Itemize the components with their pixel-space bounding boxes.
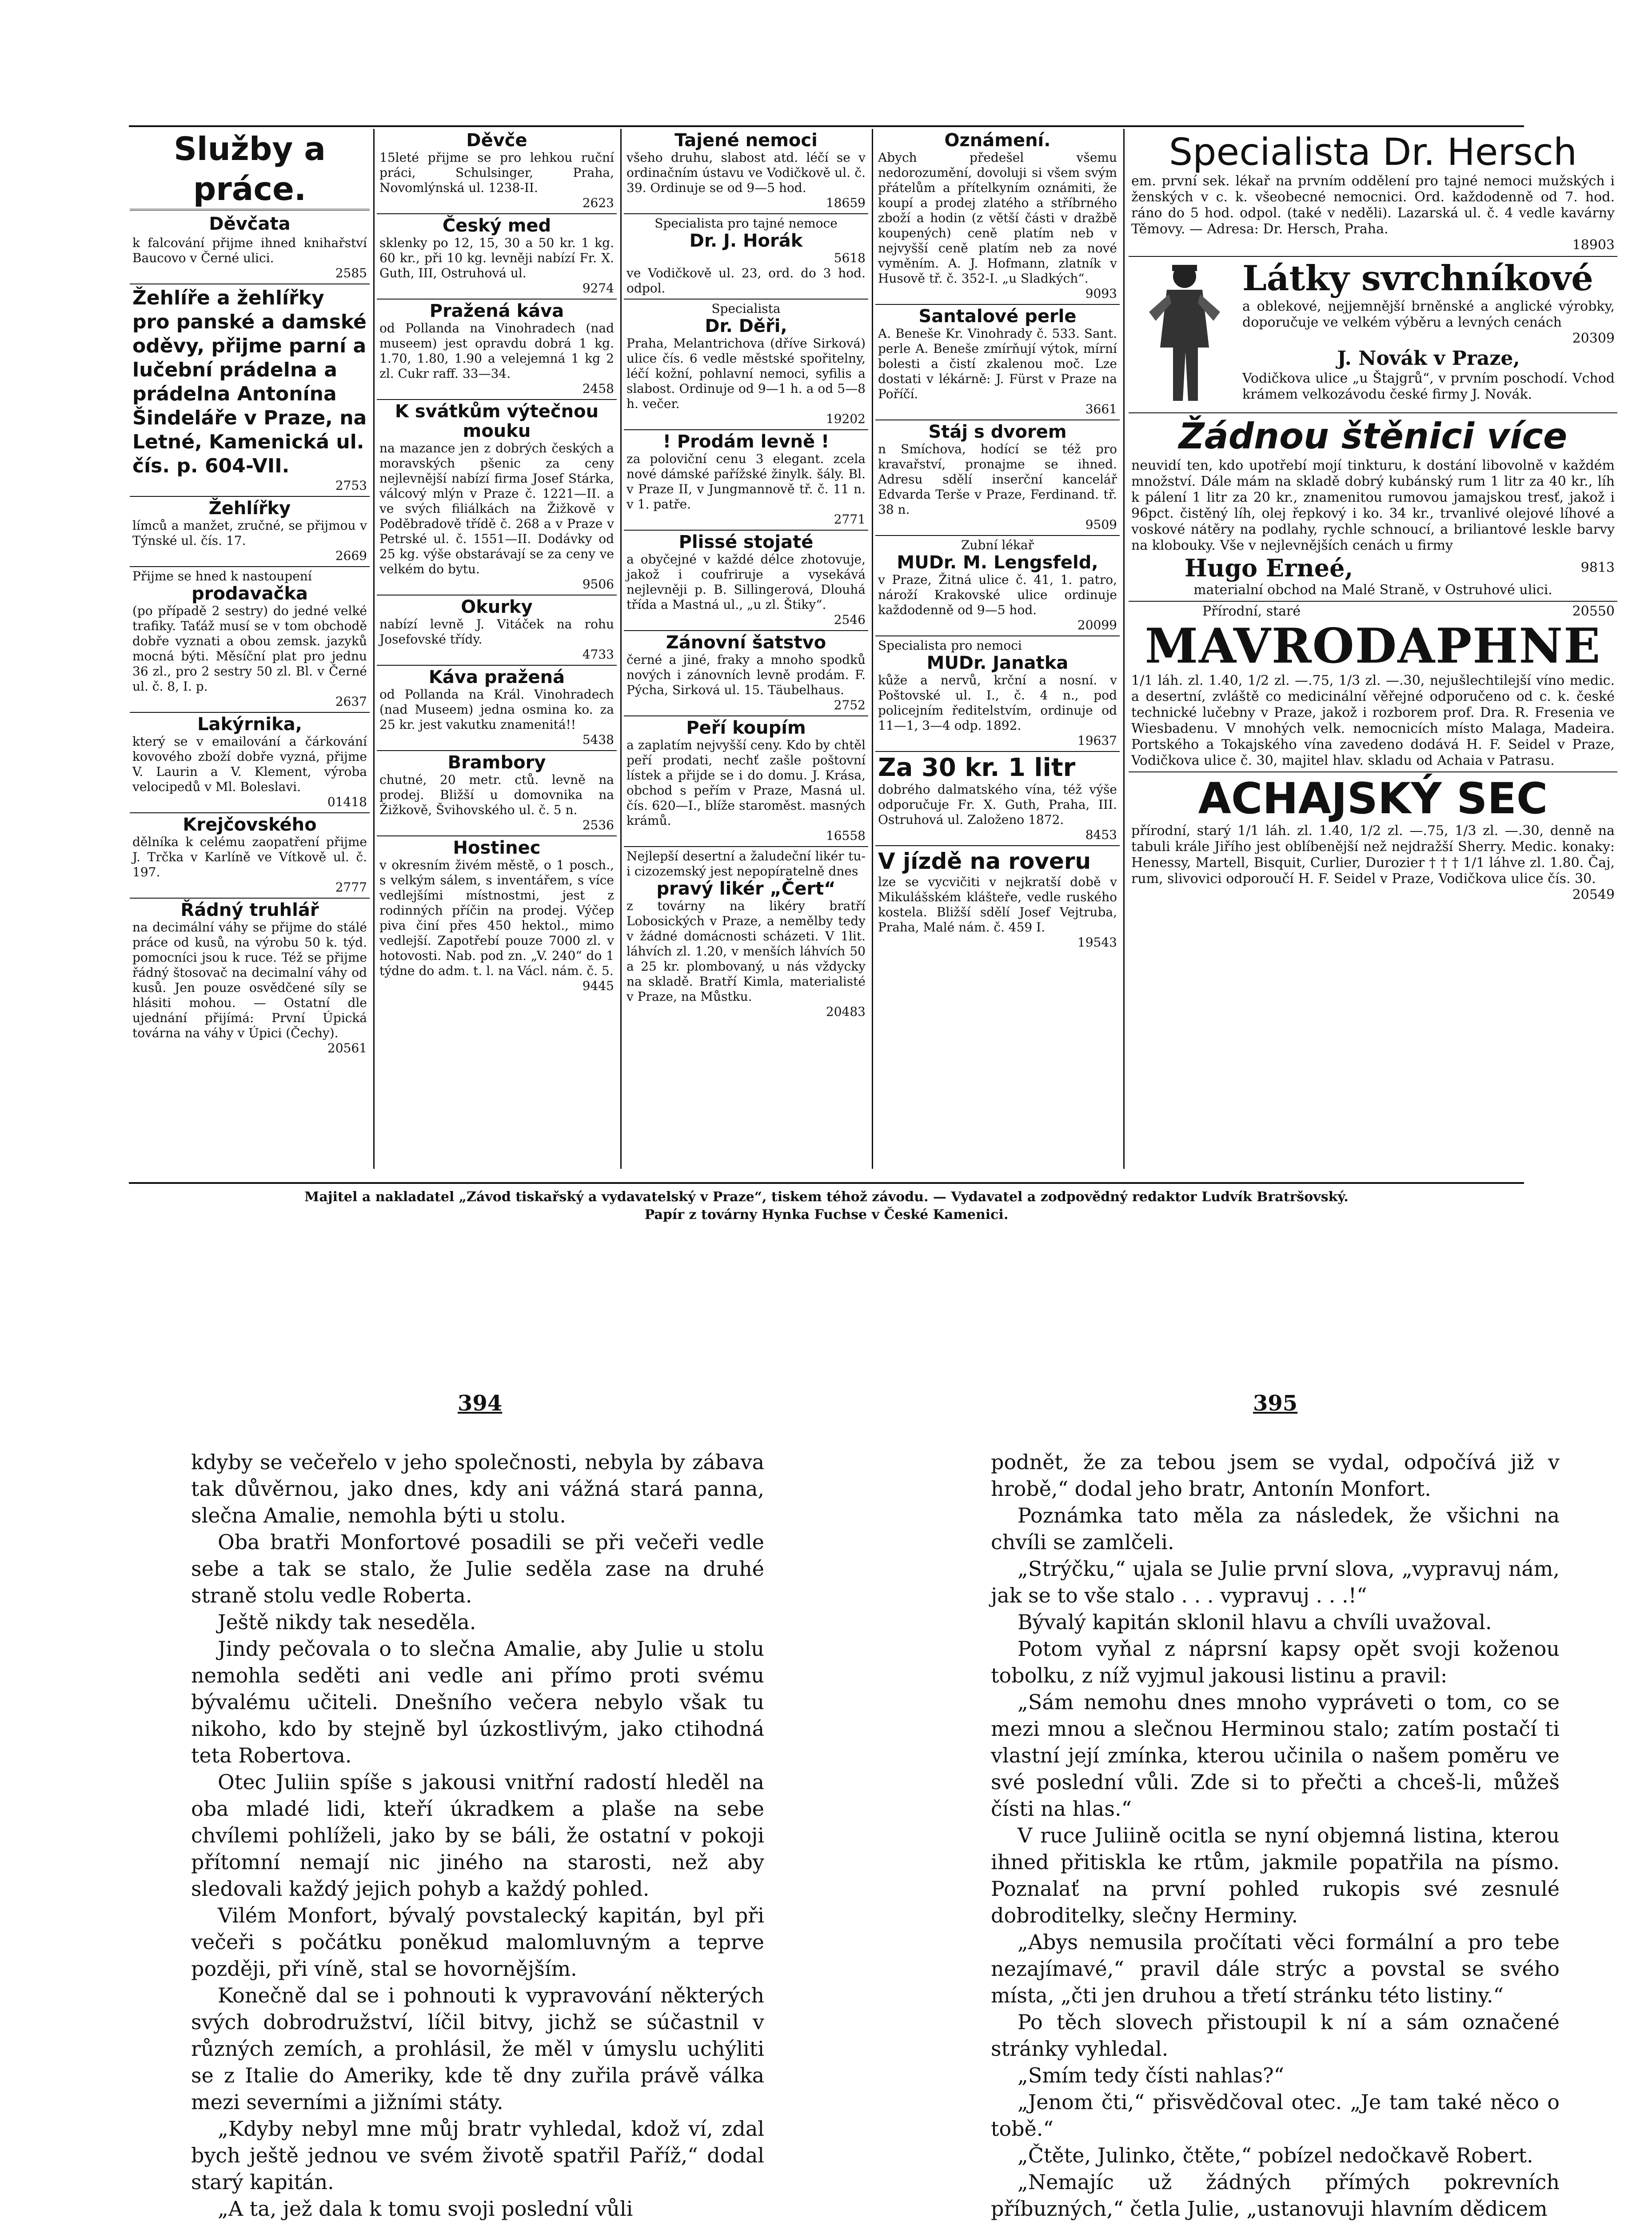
ad-text: ve Vodičkově ul. 23, ord. do 3 hod. odpol. xyxy=(626,266,866,296)
paragraph: „Strýčku,“ ujala se Julie první slova, „vypravuj nám, jak se to vše stalo . . . vypravuj . . .!“ xyxy=(991,1557,1560,1607)
paragraph: „Kdyby nebyl mne můj bratr vyhledal, kdož ví, zdal bych ještě jednou ve svém životě spatřil Paříž,“ dodal starý kapitán. xyxy=(191,2117,764,2194)
ad-text: materialní obchod na Malé Straně, v Ostruhové ulici. xyxy=(1193,582,1552,598)
ad-text: em. první sek. lékař na prvním oddělení pro tajné nemoci mužských i ženských v c. k. všeobecné nemocnici. Ord. každodenně od 7. hod. ráno do 5 hod. odpol. (také v neděli). Lazarská ul. č. 4 vedle kavárny Těmovy. — Adresa: Dr. Hersch, Praha. xyxy=(1131,173,1615,237)
ad-column-2 xyxy=(377,129,617,1169)
ad-text: na decimální váhy se přijme do stálé práce od kusů, na výrobu 50 k. týd. pomocníci jsou k ruce. Též se přijme řádný štosovač na decimalní váhy od kusů. Jen pouze osvědčené síly se hlásiti mohou. — Ostatní dle ujednání přijímá: První Úpická továrna na váhy v Úpici (Čechy). xyxy=(132,920,367,1040)
ad-title: prodavačka xyxy=(192,583,308,604)
ad-number: 18659 xyxy=(826,196,866,210)
ad-title: Hostinec xyxy=(453,838,541,858)
ad-headline: Látky svrchníkové xyxy=(1242,258,1593,299)
column-rule xyxy=(872,129,873,1169)
paragraph: „Smím tedy čísti nahlas?“ xyxy=(1018,2063,1285,2087)
novel-page-left xyxy=(191,1449,764,2222)
ad-number: 2536 xyxy=(582,818,614,832)
ad-text: Vodičkova ulice „u Štajgrů“, v prvním poschodí. Vchod krámem velkozávodu české firmy J. Novák. xyxy=(1242,371,1615,402)
page-number-right: 395 xyxy=(1253,1391,1298,1416)
ad-number: 19202 xyxy=(826,412,866,426)
ad xyxy=(377,836,617,996)
ad-text: Specialista xyxy=(711,301,781,316)
ad-headline: Žehlíře a žehlířky pro panské a damské oděvy, přijme parní a lučební prádelna a prádelna Antonína Šindeláře v Praze, na Letné, Kamenická ul. čís. p. 604-VII. xyxy=(132,287,367,477)
column-rule xyxy=(373,129,375,1169)
ad xyxy=(875,129,1120,305)
ad-title: Krejčovského xyxy=(183,815,317,835)
ad xyxy=(624,300,868,430)
ad xyxy=(130,567,370,713)
ad-text: na mazance jen z dobrých českých a moravských pšenic za ceny nejlevnější nabízí firma Josef Stárka, válcový mlýn v Praze č. 1221—II. a ve svých filiálkách na Žižkově v Poděbradově třídě č. 268 a v Praze v Petrské ul. č. 1551—II. Dodávky od 25 kg. výše obstarávají se za ceny ve velkém do bytu. xyxy=(379,441,614,576)
ad-text: 1/1 láh. zl. 1.40, 1/2 zl. —.75, 1/3 zl. —.30, nejušlechtilejší víno medic. a desertní, zvláště co medicinální věřejné odporučeno od c. k. české technické lučebny v Praze, jakož i rozborem prof. Dra. R. Fresenia ve Wiesbadenu. V mnohých velk. nemocnicích místo Malaga, Madeira. Portského a Tokajského vína zavedeno dodává H. F. Seidel v Praze, Vodičkova ulice č. 30, majitel hlav. skladu od Achaia v Patrasu. xyxy=(1131,673,1615,768)
ad xyxy=(624,716,868,847)
paragraph: Jindy pečovala o to slečna Amalie, aby Julie u stolu nemohla seděti ani vedle ani přímo proti svému bývalému učiteli. Dnešního večera nebylo však tu nikoho, kdo by stejně byl úzkostlivým, jako ctihodná teta Robertova. xyxy=(191,1637,764,1767)
ad-text: kůže a nervů, krční a nosní. v Poštovské ul. I., č. 4 n., pod policejním ředitelstvím, ordinuje od 11—1, 3—4 odp. 1892. xyxy=(878,673,1117,733)
ad-text: nabízí levně J. Vitáček na rohu Josefovské třídy. xyxy=(379,617,614,647)
paragraph: Oba bratři Monfortové posadili se při večeři vedle sebe a tak se stalo, že Julie seděla zase na druhé straně stolu vedle Roberta. xyxy=(191,1530,764,1607)
ad-text: všeho druhu, slabost atd. léčí se v ordinačním ústavu ve Vodičkově ul. č. 39. Ordinuje se od 9—5 hod. xyxy=(626,150,866,195)
ad-text: dobrého dalmatského vína, též výše odporučuje Fr. X. Guth, Praha, III. Ostruhová ul. Založeno 1872. xyxy=(878,782,1117,827)
column-rule xyxy=(620,129,622,1169)
top-rule xyxy=(129,125,1524,127)
ad-number: 19637 xyxy=(1077,733,1117,748)
ad-headline: Za 30 kr. 1 litr xyxy=(878,753,1076,782)
ad-title: Brambory xyxy=(447,752,546,773)
ad-number: 20549 xyxy=(1572,887,1615,903)
ad-text: z továrny na likéry bratří Lobosických v Praze, a nemělby tedy v žádné domácnosti scházeti. V 1lit. láhvích zl. 1.20, v menších láhvích 50 a 25 kr. plombovaný, u nás vždycky na skladě. Bratří Kimla, materialisté v Praze, na Můstku. xyxy=(626,899,866,1004)
ad xyxy=(624,214,868,300)
ad-number: 2753 xyxy=(335,478,367,493)
ad-text: 15leté přijme se pro lehkou ruční práci, Schulsinger, Praha, Novomlýnská ul. 1238-II. xyxy=(379,150,614,195)
ad xyxy=(624,631,868,716)
ad-text: černé a jiné, fraky a mnoho spodků nových i zánovních levně prodám. F. Pýcha, Sirková ul. 15. Täubelhaus. xyxy=(626,652,866,697)
ad-number: 2771 xyxy=(834,512,866,527)
bottom-rule xyxy=(129,1182,1524,1184)
ad-column-5 xyxy=(1129,129,1617,1169)
ad xyxy=(377,214,617,300)
ad-text: chutné, 20 metr. ctů. levně na prodej. Bližší u domovnika na Žižkově, Švihovského ul. č. 5 n. xyxy=(379,772,614,817)
ad xyxy=(377,400,617,595)
ad-text: Přírodní, staré xyxy=(1202,603,1301,619)
ad-number: 20099 xyxy=(1077,618,1117,632)
paragraph: Po těch slovech přistoupil k ní a sám označené stránky vyhledal. xyxy=(991,2010,1560,2061)
ad-stenici xyxy=(1129,413,1617,602)
ad-text: a zaplatím nejvyšší ceny. Kdo by chtěl peří prodati, nechť zašle poštovní lístek a přijde se i do domu. J. Krása, obchod s peřím v Praze, Masná ul. čís. 620—I., blíže staroměst. masných krámů. xyxy=(626,738,866,828)
ad-number: 9274 xyxy=(582,281,614,296)
ad xyxy=(875,636,1120,752)
ad-title: Děvče xyxy=(466,130,527,151)
paragraph: Otec Juliin spíše s jakousi vnitřní radostí hleděl na oba mladé lidi, kteří úkradkem a plaše na sebe chvílemi pohlíželi, jako by se báli, že ostatní v pokoji přítomní nemají nic jiného na starosti, než aby sledovali každý jejich pohyb a každý pohled. xyxy=(191,1770,764,1901)
ad-text: a obyčejné v každé délce zhotovuje, jakož i coufriruje a vysekává nejlevněji p. B. Sillingerová, Dlouhá třída a Mastná ul., „u zl. Štiky“. xyxy=(626,552,866,612)
ad-title: Lakýrnika, xyxy=(197,714,302,735)
ad-text: Abych předešel všemu nedorozumění, dovoluji si všem svým přátelům a přítelkyním oznámiti, že koupí a prodej zlatého a stříbrného zboží a hodin (z větší části v dražbě koupených) ceně platím neb v nejvyšší ceně platím neb za nové vyměním. A. J. Hofmann, zlatník v Husově tř. č. 352-I. „u Sladkých“. xyxy=(878,150,1117,286)
paragraph: Vilém Monfort, bývalý povstalecký kapitán, byl při večeři s počátku poněkud malomluvným a teprve později, při víně, stal se hovornějším. xyxy=(191,1903,764,1981)
ad-number: 2669 xyxy=(335,548,367,563)
ad xyxy=(377,595,617,666)
ad-title: Žehlířky xyxy=(208,498,291,519)
tailor-figure-icon xyxy=(1131,259,1238,410)
ad-title: K svátkům výtečnou mouku xyxy=(395,401,599,441)
ad-number: 2777 xyxy=(335,880,367,895)
ad-text: za poloviční cenu 3 elegant. zcela nové dámské pařížské žinylk. šály. Bl. v Praze II, v Jungmannově tř. č. 11 n. v 1. patře. xyxy=(626,452,866,512)
paragraph: „Sám nemohu dnes mnoho vypráveti o tom, co se mezi mnou a slečnou Herminou stalo; zatím postačí ti vlastní její zmínka, kterou učinila o našem poměru ve své poslední vůli. Zde si to přečti a chceš-li, můžeš čísti na hlas.“ xyxy=(991,1690,1560,1821)
ad-number: 01418 xyxy=(327,795,367,809)
ad-headline: V jízdě na roveru xyxy=(878,848,1091,874)
ad-number: 9506 xyxy=(582,577,614,591)
ad xyxy=(377,300,617,400)
ad-mavrodaphne xyxy=(1129,602,1617,772)
ad-title: Dr. Děři, xyxy=(705,316,787,336)
ad-number: 3661 xyxy=(1085,402,1117,416)
ad xyxy=(875,846,1120,953)
ad xyxy=(624,531,868,631)
paragraph: „Abys nemusila pročítati věci formální a pro tebe nezajímavé,“ pravil dále strýc a povstal se svého místa, „čti jen druhou a třetí stránku této listiny.“ xyxy=(991,1930,1560,2007)
ad-text: který se v emailování a čárkování kovového zboží dobře vyzná, přijme V. Laurin a V. Klement, výroba velocipedů v Ml. Boleslavi. xyxy=(132,734,367,794)
section-title: Služby a práce. xyxy=(130,129,370,211)
ad-column-1 xyxy=(130,129,370,1169)
ad-title: Řádný truhlář xyxy=(180,900,319,920)
ad-title: pravý likér „Čert“ xyxy=(656,879,836,899)
ad-title: Plissé stojaté xyxy=(678,532,814,552)
ad-number: 20309 xyxy=(1572,331,1615,346)
ad-title: Tajené nemoci xyxy=(674,130,818,151)
ad-column-4 xyxy=(875,129,1120,1169)
ad-text: neuvidí ten, kdo upotřebí mojí tinkturu, k dostání libovolně v každém množství. Dále mám na skladě dobrý kubánský rum 1 litr za 40 kr., líh k pálení 1 litr za 20 kr., znamenitou rumovou jamajskou tresť, jakož i 96pct. čistěný líh, olej řepkový i ko. 34 kr., trvanlivé olejové líhové a voskové nátěry na podlahy, rychle schnoucí, a briliantové leskle barvy na klobouky. Vše v nejlevnějších cenách u firmy xyxy=(1131,458,1615,553)
ad xyxy=(130,813,370,899)
ad-number: 8453 xyxy=(1085,827,1117,842)
novel-page-right xyxy=(991,1449,1560,2222)
ad-text: přírodní, starý 1/1 láh. zl. 1.40, 1/2 zl. —.75, 1/3 zl. —.30, denně na tabuli krále Jiřího jest oblíbenější než nejdražší Sherry. Medic. konaky: Henessy, Martell, Bisquit, Curlier, Durozier † † † 1/1 láhve zl. 1.80. Čaj, rum, slivovici odporoučí H. F. Seidel v Praze, Vodičkova ulice čís. 30. xyxy=(1131,823,1615,887)
ad-headline: Specialista Dr. Hersch xyxy=(1169,130,1577,174)
ad-number: 20483 xyxy=(826,1004,866,1019)
paragraph: „Čtěte, Julinko, čtěte,“ pobízel nedočkavě Robert. xyxy=(1018,2143,1533,2167)
column-rule xyxy=(1123,129,1125,1169)
ad-title: MUDr. M. Lengsfeld, xyxy=(897,552,1098,573)
ad-number: 5438 xyxy=(582,732,614,747)
ad-number: 2752 xyxy=(834,698,866,712)
ad-number: 2623 xyxy=(582,196,614,210)
ad-text: Specialista pro tajné nemoce xyxy=(654,216,838,231)
ad-title: ! Prodám levně ! xyxy=(662,432,830,452)
ad xyxy=(130,713,370,813)
ad-text: (po případě 2 sestry) do jedné velké trafiky. Taťáž musí se v tom obchodě dobře vyznati a obou zemsk. jazyků mocná býti. Měsíční plat pro jednu 36 zl., pro 2 sestry 50 zl. Bl. v Černé ul. č. 8, I. p. xyxy=(132,603,367,694)
ad-text: a oblekové, nejjemnější brněnské a anglické výrobky, doporučuje ve velkém výběru a levných cenách xyxy=(1242,299,1615,330)
ad-text: v Praze, Žitná ulice č. 41, 1. patro, nároží Krakovské ulice ordinuje každodenně od 9—5 hod. xyxy=(878,572,1117,617)
ad-title: Zánovní šatstvo xyxy=(666,632,826,653)
ad-number: 5618 xyxy=(834,251,866,265)
ad xyxy=(130,899,370,1059)
paragraph: „A ta, jež dala k tomu svoji poslední vůli xyxy=(218,2197,633,2221)
publisher-line: Majitel a nakladatel „Závod tiskařský a vydavatelský v Praze“, tiskem téhož závodu. — Vydavatel a zodpovědný redaktor Ludvík Bratršovský. xyxy=(304,1189,1349,1205)
ad xyxy=(875,305,1120,420)
ad xyxy=(130,284,370,497)
ad-latky xyxy=(1129,257,1617,413)
paragraph: „Nemajíc už žádných přímých pokrevních příbuzných,“ četla Julie, „ustanovuji hlavním dědicem xyxy=(991,2170,1560,2221)
ad-number: 2546 xyxy=(834,612,866,627)
ad xyxy=(875,752,1120,846)
ad-number: 2585 xyxy=(335,266,367,280)
paragraph: Konečně dal se i pohnouti k vypravování některých svých dobrodružství, líčil bitvy, jichž se súčastnil v různých zemích, a prohlásil, že měl v úmyslu uchýliti se z Italie do Ameriky, kde tě dny zuřila právě válka mezi severními a jižními státy. xyxy=(191,1983,764,2114)
ad xyxy=(377,666,617,751)
ad-title: Stáj s dvorem xyxy=(928,422,1067,442)
ad-number: 20561 xyxy=(327,1041,367,1055)
ad-title: Káva pražená xyxy=(428,667,565,687)
ad-text: n Smíchova, hodící se též pro kravařství, pronajme se ihned. Adresu sdělí inserční kancelář Edvarda Terše v Praze, Ferdinand. tř. 38 n. xyxy=(878,442,1117,517)
paragraph: „Jenom čti,“ přisvědčoval otec. „Je tam také něco o tobě.“ xyxy=(991,2090,1560,2141)
ad xyxy=(377,129,617,214)
section-subtitle: Děvčata xyxy=(209,214,291,234)
ad-text: Zubní lékař xyxy=(961,538,1034,552)
ad-title: Peří koupím xyxy=(686,718,806,738)
ad xyxy=(875,420,1120,536)
ad-text: dělníka k celému zaopatření přijme J. Trčka v Karlíně ve Vítkově ul. č. 197. xyxy=(132,835,367,879)
ad xyxy=(624,847,868,1022)
ad-number: 2637 xyxy=(335,694,367,709)
paragraph: Poznámka tato měla za následek, že všichni na chvíli se zamlčeli. xyxy=(991,1503,1560,1554)
page-number-left: 394 xyxy=(458,1391,503,1416)
ad-number: 16558 xyxy=(826,828,866,843)
ad xyxy=(377,751,617,836)
ad-number: 20550 xyxy=(1572,603,1615,619)
ad-achajsky xyxy=(1129,772,1617,906)
ad-number: 19543 xyxy=(1077,935,1117,950)
ad-title: Český med xyxy=(442,216,551,236)
ad xyxy=(130,234,370,284)
ad-firm: J. Novák v Praze, xyxy=(1337,347,1520,370)
ad-headline: Žádnou štěnici více xyxy=(1178,416,1568,457)
ad-column-3 xyxy=(624,129,868,1169)
ad-title: Okurky xyxy=(461,597,533,617)
ad-title: Dr. J. Horák xyxy=(689,231,803,251)
ad-headline: ACHAJSKÝ SEC xyxy=(1198,774,1548,823)
ad-text: Nejlepší desertní a žaludeční likér tu- i cizozemský jest nepopíratelně dnes xyxy=(626,849,866,879)
ad-hersch xyxy=(1129,129,1617,257)
ad-text: Přijme se hned k nastoupení xyxy=(132,569,312,583)
paragraph: Potom vyňal z náprsní kapsy opět svoji koženou tobolku, z níž vyjmul jakousi listinu a pravil: xyxy=(991,1637,1560,1687)
ad-text: k falcování přijme ihned knihařství Baucovo v Černé ulici. xyxy=(132,236,367,265)
ad-firm: Hugo Erneé, xyxy=(1185,554,1353,582)
ad-number: 9813 xyxy=(1580,560,1615,575)
ad-title: Pražená káva xyxy=(429,301,564,321)
ad-text: lze se vycvičiti v nejkratší době v Mikulášském klášteře, vedle ruského kostela. Bližší sdělí Josef Vejtruba, Praha, Malé nám. č. 459 I. xyxy=(878,875,1117,935)
paragraph: Bývalý kapitán sklonil hlavu a chvíli uvažoval. xyxy=(1018,1610,1492,1634)
ad-title: MUDr. Janatka xyxy=(926,653,1069,673)
ad-text: A. Beneše Kr. Vinohrady č. 533. Sant. perle A. Beneše zmírňují výtok, mírní bolesti a čistí zkalenou moč. Lze dostati v lékárně: J. Fürst v Praze na Poříčí. xyxy=(878,326,1117,401)
ad-number: 18903 xyxy=(1572,237,1615,253)
ad-number: 9445 xyxy=(582,979,614,993)
paragraph: kdyby se večeřelo v jeho společnosti, nebyla by zábava tak důvěrnou, jako dnes, kdy ani vážná stará panna, slečna Amalie, nemohla býti u stolu. xyxy=(191,1450,764,1527)
ad xyxy=(130,497,370,567)
ad-text: Praha, Melantrichova (dříve Sirková) ulice čís. 6 vedle městské spořitelny, léčí kožní, pohlavní nemoci, syfilis a slabost. Ordinuje od 9—1 h. a od 5—8 h. večer. xyxy=(626,336,866,411)
ad-number: 4733 xyxy=(582,647,614,662)
ad-number: 2458 xyxy=(582,381,614,396)
ad-text: od Pollanda na Král. Vinohradech (nad Museem) jedna osmina ko. za 25 kr. jest vakutku znamenitá!! xyxy=(379,687,614,732)
ad-headline: MAVRODAPHNE xyxy=(1145,618,1601,674)
ad-text: v okresním živém městě, o 1 posch., s velkým sálem, s inventářem, s více vedlejšími místnostmi, jest z rodinných příčin na prodej. Výčep piva činí přes 450 hektol., mimo vedlejší. Zapotřebí pouze 7000 zl. v hotovosti. Nab. pod zn. „V. 240“ do 1 týdne do adm. t. l. na Václ. nám. č. 5. xyxy=(379,858,614,978)
ad-text: sklenky po 12, 15, 30 a 50 kr. 1 kg. 60 kr., při 10 kg. levněji nabízí Fr. X. Guth, III, Ostruhová ul. xyxy=(379,236,614,280)
ad-text: límců a manžet, zručné, se přijmou v Týnské ul. čís. 17. xyxy=(132,518,367,548)
paragraph: V ruce Juliině ocitla se nyní objemná listina, kterou ihned přitiskla ke rtům, jakmile popatřila na písmo. Poznalať na první pohled rukopis své zesnulé dobroditelky, slečny Herminy. xyxy=(991,1823,1560,1927)
ad-text: Specialista pro nemoci xyxy=(878,638,1022,653)
ad-number: 9093 xyxy=(1085,286,1117,301)
ad-title: Santalové perle xyxy=(918,306,1077,327)
ad-text: od Pollanda na Vinohradech (nad museem) jest opravdu dobrá 1 kg. 1.70, 1.80, 1.90 a velejemná 1 kg 2 zl. Cukr raff. 33—34. xyxy=(379,321,614,381)
paragraph: podnět, že za tebou jsem se vydal, odpočívá již v hrobě,“ dodal jeho bratr, Antonín Monfort. xyxy=(991,1450,1560,1501)
paragraph: Ještě nikdy tak neseděla. xyxy=(218,1610,476,1634)
paper-line: Papír z továrny Hynka Fuchse v České Kamenici. xyxy=(644,1207,1009,1223)
ad xyxy=(624,129,868,214)
ad xyxy=(875,536,1120,636)
ad-number: 9509 xyxy=(1085,517,1117,532)
ad xyxy=(624,430,868,531)
ad-title: Oznámení. xyxy=(944,130,1051,151)
